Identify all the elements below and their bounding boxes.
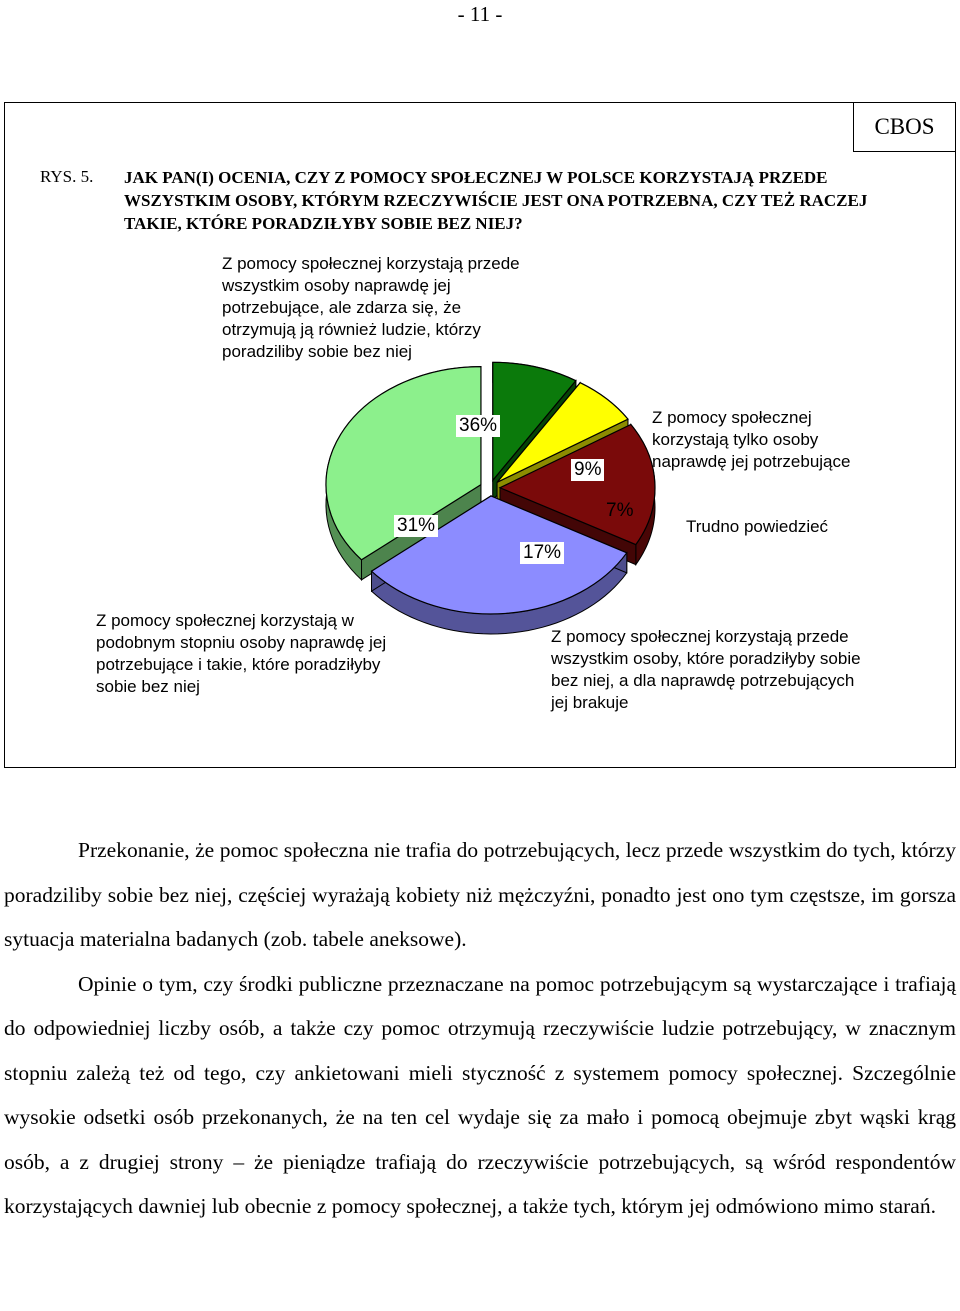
annotation-right-top: Z pomocy społecznej korzystają tylko osoby naprawdę jej potrzebujące (652, 408, 851, 471)
pie-label-9: 9% (571, 459, 604, 481)
annotation-top: Z pomocy społecznej korzystają przede wszystkim osoby naprawdę jej potrzebujące, ale zdarza się, że otrzymują ją również ludzie, którzy poradziliby sobie bez niej (222, 254, 520, 361)
pie-label-17: 17% (520, 542, 564, 564)
pie-label-31: 31% (394, 515, 438, 537)
figure-label: RYS. 5. (40, 167, 94, 186)
annotation-right: Trudno powiedzieć (686, 517, 829, 536)
pie-label-36: 36% (456, 415, 500, 437)
cbos-badge: CBOS (853, 102, 956, 152)
paragraph-2: Opinie o tym, czy środki publiczne przeznaczane na pomoc potrzebującym są wystarczające i trafiają do odpowiedniej liczby osób, a także czy pomoc otrzymują rzeczywiście ludzie potrzebujący, w znacznym stopniu zależą też od tego, czy ankietowani mieli styczność z systemem pomocy społecznej. Szczególnie wysokie odsetki osób przekonanych, że na ten cel wydaje się za mało i pomocą obejmuje zbyt wąski krąg osób, a z drugiej strony – że pieniądze trafiają do rzeczywiście potrzebujących, są wśród respondentów korzystających dawniej lub obecnie z pomocy społecznej, a także tych, którym jej odmówiono mimo starań. (4, 971, 956, 1218)
annotation-bottom-right: Z pomocy społecznej korzystają przede wszystkim osoby, które poradziłyby sobie bez niej, a dla naprawdę potrzebujących jej brakuje (551, 627, 861, 712)
body-text (4, 828, 956, 1229)
pie-label-7: 7% (606, 500, 634, 521)
annotation-bottom-left: Z pomocy społecznej korzystają w podobnym stopniu osoby naprawdę jej potrzebujące i takie, które poradziłyby sobie bez niej (96, 611, 387, 696)
paragraph-1: Przekonanie, że pomoc społeczna nie trafia do potrzebujących, lecz przede wszystkim do tych, którzy poradziliby sobie bez niej, częściej wyrażają kobiety niż mężczyźni, ponadto jest ono tym częstsze, im gorsza sytuacja materialna badanych (zob. tabele aneksowe). (4, 838, 956, 951)
figure-title: JAK PAN(I) OCENIA, CZY Z POMOCY SPOŁECZNEJ W POLSCE KORZYSTAJĄ PRZEDE WSZYSTKIM OSOBY, KTÓRYM RZECZYWIŚCIE JEST ONA POTRZEBNA, CZY TEŻ RACZEJ TAKIE, KTÓRE PORADZIŁYBY SOBIE BEZ NIEJ? (124, 168, 868, 233)
page-number: - 11 - (457, 2, 503, 26)
